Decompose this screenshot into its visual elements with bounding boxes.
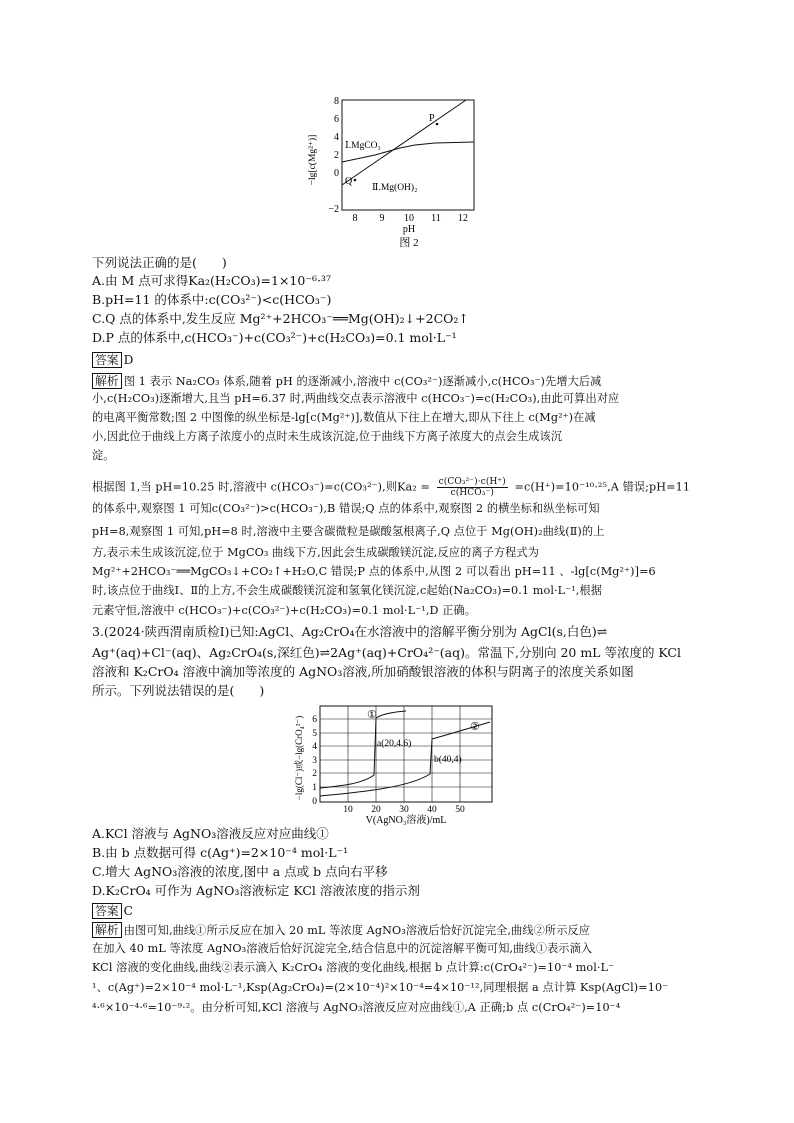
figure2-curve1-label: Ⅰ.MgCO₃ [345,141,381,151]
q3-curve2-label: ② [470,721,480,733]
figure2-y-ticks [328,96,339,215]
q3-curve1-label: ① [367,709,377,721]
figure2-xtick: 12 [458,213,468,224]
ka-fraction [437,477,508,498]
q2-analysis-text: 图 1 表示 Na₂CO₃ 体系,随着 pH 的逐渐减小,溶液中 c(CO₃²⁻)逐渐减小,c(HCO₃⁻)先增大后减 [123,375,602,388]
figure2-plot-frame [342,100,474,210]
q2-body-text: =c(H⁺)=10⁻¹⁰·²⁵,A 错误;pH=11 [514,480,691,494]
q3-analysis-line: ⁴·⁶×10⁻⁴·⁶=10⁻⁹·²。由分析可知,KCl 溶液与 AgNO₃溶液反应对应曲线①,A 正确;b 点 c(CrO₄²⁻)=10⁻⁴ [92,1001,621,1014]
q3-stem-line: Ag⁺(aq)+Cl⁻(aq)、Ag₂CrO₄(s,深红色)⇌2Ag⁺(aq)+CrO₄²⁻(aq)。常温下,分别向 20 mL 等浓度的 KCl [92,645,681,660]
q2-answer-row [92,352,133,368]
q3-stem-line: 所示。下列说法错误的是( ) [92,683,265,698]
figure2-xtick: 8 [352,213,358,224]
q3-y-ticks [312,715,317,807]
ka-numerator: c(CO₃²⁻)·c(H⁺) [438,477,506,487]
q3-xtick: 40 [427,805,437,815]
ka-denominator: c(HCO₃⁻) [450,488,494,498]
figure2-xtick: 10 [404,213,414,224]
q3-x-axis-label: V(AgNO₃溶液)/mL [365,815,447,826]
q3-xtick: 50 [455,805,465,815]
q3-xtick: 30 [399,805,409,815]
q3-ytick: 0 [312,797,317,807]
q3-y-axis-label: −lg(Cl⁻)或−lg(CrO₄²⁻) [294,715,304,801]
q3-point-b-label: b(40,4) [434,755,462,765]
q2-option-d: D.P 点的体系中,c(HCO₃⁻)+c(CO₃²⁻)+c(H₂CO₃)=0.1 mol·L⁻¹ [92,330,457,345]
figure2-y-axis-label: −lg[c(Mg²⁺)] [308,134,318,186]
figure2-ytick: 0 [334,168,339,179]
figure2-ytick: −2 [328,204,339,215]
q3-ytick: 6 [312,715,317,725]
figure2-ytick: 6 [334,114,339,125]
q3-option-c: C.增大 AgNO₃溶液的浓度,图中 a 点或 b 点向右平移 [92,864,388,879]
figure2-point-p [436,123,439,126]
q3-analysis-line: 在加入 40 mL 等浓度 AgNO₃溶液后恰好沉淀完全,结合信息中的沉淀溶解平衡可知,曲线①表示滴入 [92,942,593,955]
q2-option-b: B.pH=11 的体系中:c(CO₃²⁻)<c(HCO₃⁻) [92,292,332,307]
q2-body-line [92,477,690,498]
q3-chart [290,700,500,825]
figure2-label-p: P [429,113,435,124]
q3-plot-frame [320,706,492,802]
q3-ytick: 4 [312,742,317,752]
q2-analysis-line: 小,c(H₂CO₃)逐渐增大,且当 pH=6.37 时,两曲线交点表示溶液中 c(HCO₃⁻)=c(H₂CO₃),由此可算出对应 [92,392,620,405]
q2-option-c: C.Q 点的体系中,发生反应 Mg²⁺+2HCO₃⁻══Mg(OH)₂↓+2CO₂↑ [92,311,469,326]
q3-answer-row [92,903,133,919]
q3-ytick: 2 [312,769,317,779]
q3-stem-line: 溶液和 K₂CrO₄ 溶液中滴加等浓度的 AgNO₃溶液,所加硝酸银溶液的体积与阴离子的浓度关系如图 [92,664,634,679]
q2-analysis-tag: 解析 [92,373,122,389]
q2-body-line: pH=8,观察图 1 可知,pH=8 时,溶液中主要含碳微粒是碳酸氢根离子,Q 点位于 Mg(OH)₂曲线(Ⅱ)的上 [92,525,605,538]
figure2-point-q [354,179,357,182]
q3-xtick: 10 [343,805,353,815]
q3-ytick: 5 [312,729,317,739]
q3-grid [320,706,492,802]
q2-body-line: 元素守恒,溶液中 c(HCO₃⁻)+c(CO₃²⁻)+c(H₂CO₃)=0.1 mol·L⁻¹,D 正确。 [92,604,477,617]
q3-analysis-text: 由图可知,曲线①所示反应在加入 20 mL 等浓度 AgNO₃溶液后恰好沉淀完全,曲线②所示反应 [123,924,591,937]
q3-option-a: A.KCl 溶液与 AgNO₃溶液反应对应曲线① [92,826,329,841]
q2-body-line: 时,该点位于曲线Ⅰ、Ⅱ的上方,不会生成碳酸镁沉淀和氢氧化镁沉淀,c起始(Na₂CO₃)=0.1 mol·L⁻¹,根据 [92,584,603,597]
q3-analysis-line: ¹、c(Ag⁺)=2×10⁻⁴ mol·L⁻¹,Ksp(Ag₂CrO₄)=(2×10⁻⁴)²×10⁻⁴=4×10⁻¹²,同理根据 a 点计算 Ksp(AgCl)=10⁻ [92,981,669,994]
q3-curve-1 [320,711,406,788]
figure2-x-ticks [353,213,469,224]
q2-body-line: 的体系中,观察图 1 可知c(CO₃²⁻)>c(HCO₃⁻),B 错误;Q 点的体系中,观察图 2 的横坐标和纵坐标可知 [92,502,600,515]
figure2-x-axis-label: pH [402,224,416,235]
figure2-xtick: 9 [379,213,385,224]
q2-stem: 下列说法正确的是( ) [92,255,227,270]
q3-point-a-label: a(20,4.6) [377,739,412,749]
q3-ytick: 1 [312,783,317,793]
q2-answer: D [123,353,134,367]
q3-analysis-tag: 解析 [92,922,122,938]
figure2-ytick: 4 [334,132,339,143]
figure2-ytick: 2 [334,150,339,161]
q2-body-line: 方,表示未生成该沉淀,位于 MgCO₃ 曲线下方,因此会生成碳酸镁沉淀,反应的离子方程式为 [92,546,540,559]
q2-analysis-line [92,373,601,390]
figure2-label-q: Q [345,176,353,187]
q2-analysis-line: 淀。 [92,449,115,462]
q2-option-a: A.由 M 点可求得Ka₂(H₂CO₃)=1×10⁻⁶·³⁷ [92,273,331,288]
q2-body-line: Mg²⁺+2HCO₃⁻══MgCO₃↓+CO₂↑+H₂O,C 错误;P 点的体系中,从图 2 可以看出 pH=11 、-lg[c(Mg²⁺)]=6 [92,565,656,578]
q3-xtick: 20 [371,805,381,815]
q3-option-d: D.K₂CrO₄ 可作为 AgNO₃溶液标定 KCl 溶液浓度的指示剂 [92,883,420,898]
q3-option-b: B.由 b 点数据可得 c(Ag⁺)=2×10⁻⁴ mol·L⁻¹ [92,845,349,860]
figure2-curve2-label: Ⅱ.Mg(OH)₂ [372,183,418,193]
q3-analysis-line: KCl 溶液的变化曲线,曲线②表示滴入 K₂CrO₄ 溶液的变化曲线,根据 b 点计算:c(CrO₄²⁻)=10⁻⁴ mol·L⁻ [92,961,615,974]
q2-analysis-line: 的电离平衡常数;图 2 中图像的纵坐标是-lg[c(Mg²⁺)],数值从下往上在增大,即从下往上 c(Mg²⁺)在减 [92,411,596,424]
q2-analysis-line: 小,因此位于曲线上方离子浓度小的点时未生成该沉淀,位于曲线下方离子浓度大的点会生成该沉 [92,430,563,443]
figure2-caption: 图 2 [399,237,419,249]
q3-answer-tag: 答案 [92,903,122,919]
figure2-xtick: 11 [431,213,441,224]
figure2-ytick: 8 [334,96,339,107]
q3-ytick: 3 [312,756,317,766]
q2-body-text: 根据图 1,当 pH=10.25 时,溶液中 c(HCO₃⁻)=c(CO₃²⁻),则Ka₂ = [92,480,431,494]
q3-stem-line: 3.(2024·陕西渭南质检Ⅰ)已知:AgCl、Ag₂CrO₄在水溶液中的溶解平衡分别为 AgCl(s,白色)⇌ [92,624,608,639]
figure2-chart [300,90,500,249]
q2-answer-tag: 答案 [92,352,122,368]
q3-answer: C [123,904,133,918]
q3-x-ticks [343,805,465,815]
q3-analysis-line [92,922,590,939]
